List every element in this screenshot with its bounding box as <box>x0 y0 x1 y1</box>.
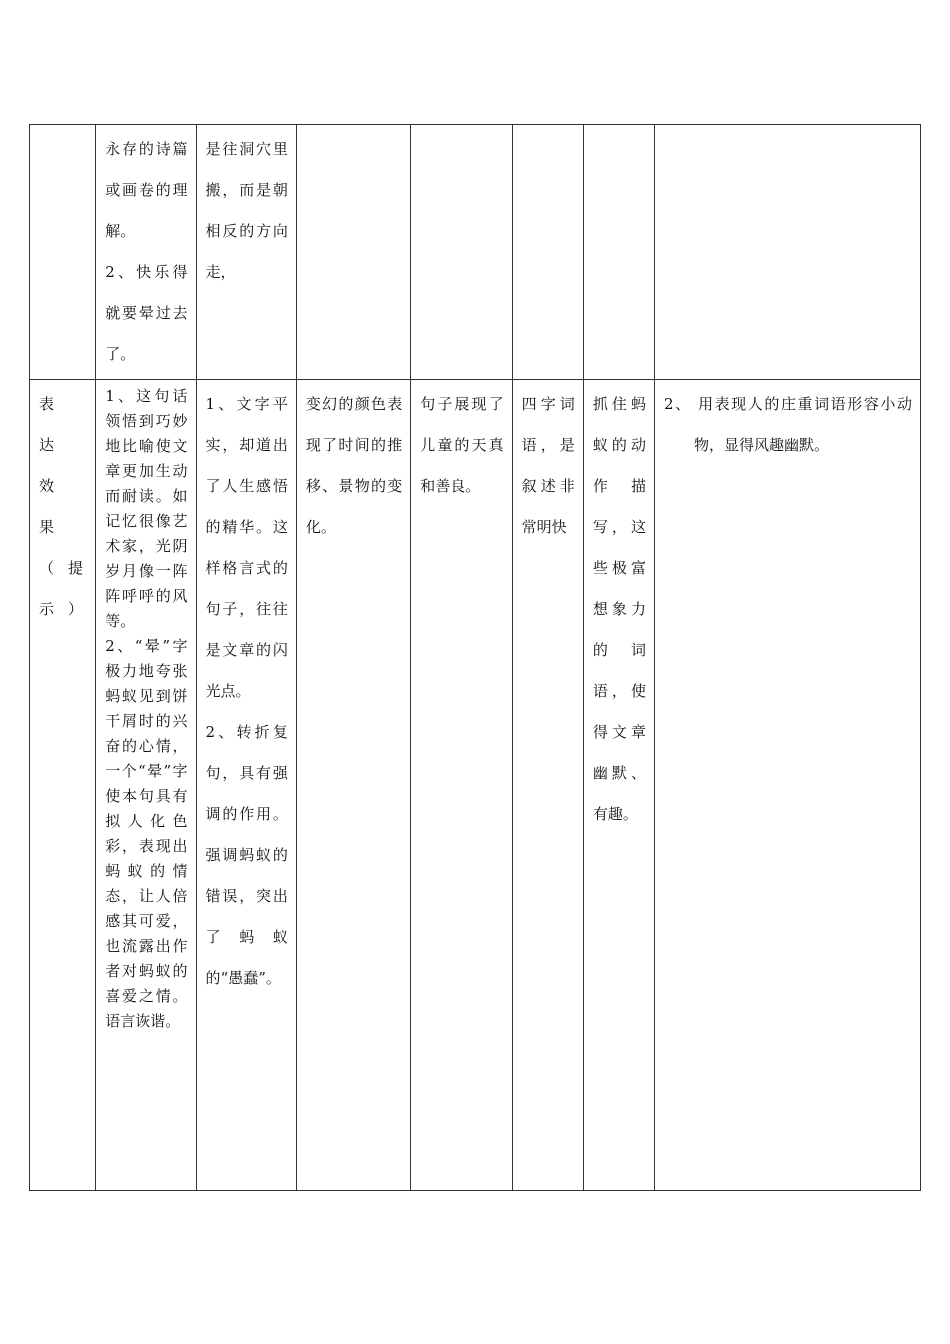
row-bottom-col-3-para-1: 1、文字平实，却道出了人生感悟的精华。这样格言式的句子，往往是文章的闪光点。 <box>205 395 288 700</box>
row-top-col-3 <box>196 125 296 380</box>
row-bottom-col-2-para-1: 1、这句话领悟到巧妙地比喻使文章更加生动而耐读。如记忆很像艺术家，光阴岁月像一阵阵呼呼的风等。 <box>105 387 188 630</box>
row-bottom-col-7: 抓住蚂蚁的动作描写，这些极富想象力的词语，使得文章幽默、有趣。 <box>583 380 654 1191</box>
row-top-col-8 <box>655 125 921 380</box>
row-top-col-4 <box>296 125 410 380</box>
analysis-table <box>29 124 921 1191</box>
row-bottom-col-2-para-2: 2、“晕”字极力地夸张蚂蚁见到饼干屑时的兴奋的心情，一个“晕”字使本句具有拟人化色彩，表现出蚂蚁的情态，让人倍感其可爱，也流露出作者对蚂蚁的喜爱之情。语言诙谐。 <box>105 637 188 1030</box>
row-bottom-col-6: 四字词语，是叙述非常明快 <box>512 380 583 1191</box>
row-top-col-5 <box>411 125 512 380</box>
row-top-col-6 <box>512 125 583 380</box>
table-row <box>30 380 921 1191</box>
row-bottom-col-4: 变幻的颜色表现了时间的推移、景物的变化。 <box>296 380 410 1191</box>
row-bottom-col-2 <box>96 380 196 1191</box>
row-bottom-col-3 <box>196 380 296 1191</box>
row-top-col-3-para-1: 是往洞穴里搬，而是朝相反的方向走， <box>205 140 288 281</box>
row-label: 表达效果（提示） <box>30 380 96 1191</box>
row-top-col-7 <box>583 125 654 380</box>
row-bottom-col-5: 句子展现了儿童的天真和善良。 <box>411 380 512 1191</box>
row-bottom-col-3-para-2: 2、转折复句，具有强调的作用。强调蚂蚁的错误，突出了蚂蚁的“愚蠢”。 <box>205 723 288 987</box>
row-bottom-col-8 <box>655 380 921 1191</box>
row-top-col-2-para-1: 永存的诗篇或画卷的理解。 <box>105 140 188 240</box>
row-top-col-1 <box>30 125 96 380</box>
row-bottom-col-8-note: 2、 用表现人的庄重词语形容小动物，显得风趣幽默。 <box>664 395 912 454</box>
table-row <box>30 125 921 380</box>
row-top-col-2-para-2: 2、快乐得就要晕过去了。 <box>105 263 188 363</box>
row-top-col-2 <box>96 125 196 380</box>
